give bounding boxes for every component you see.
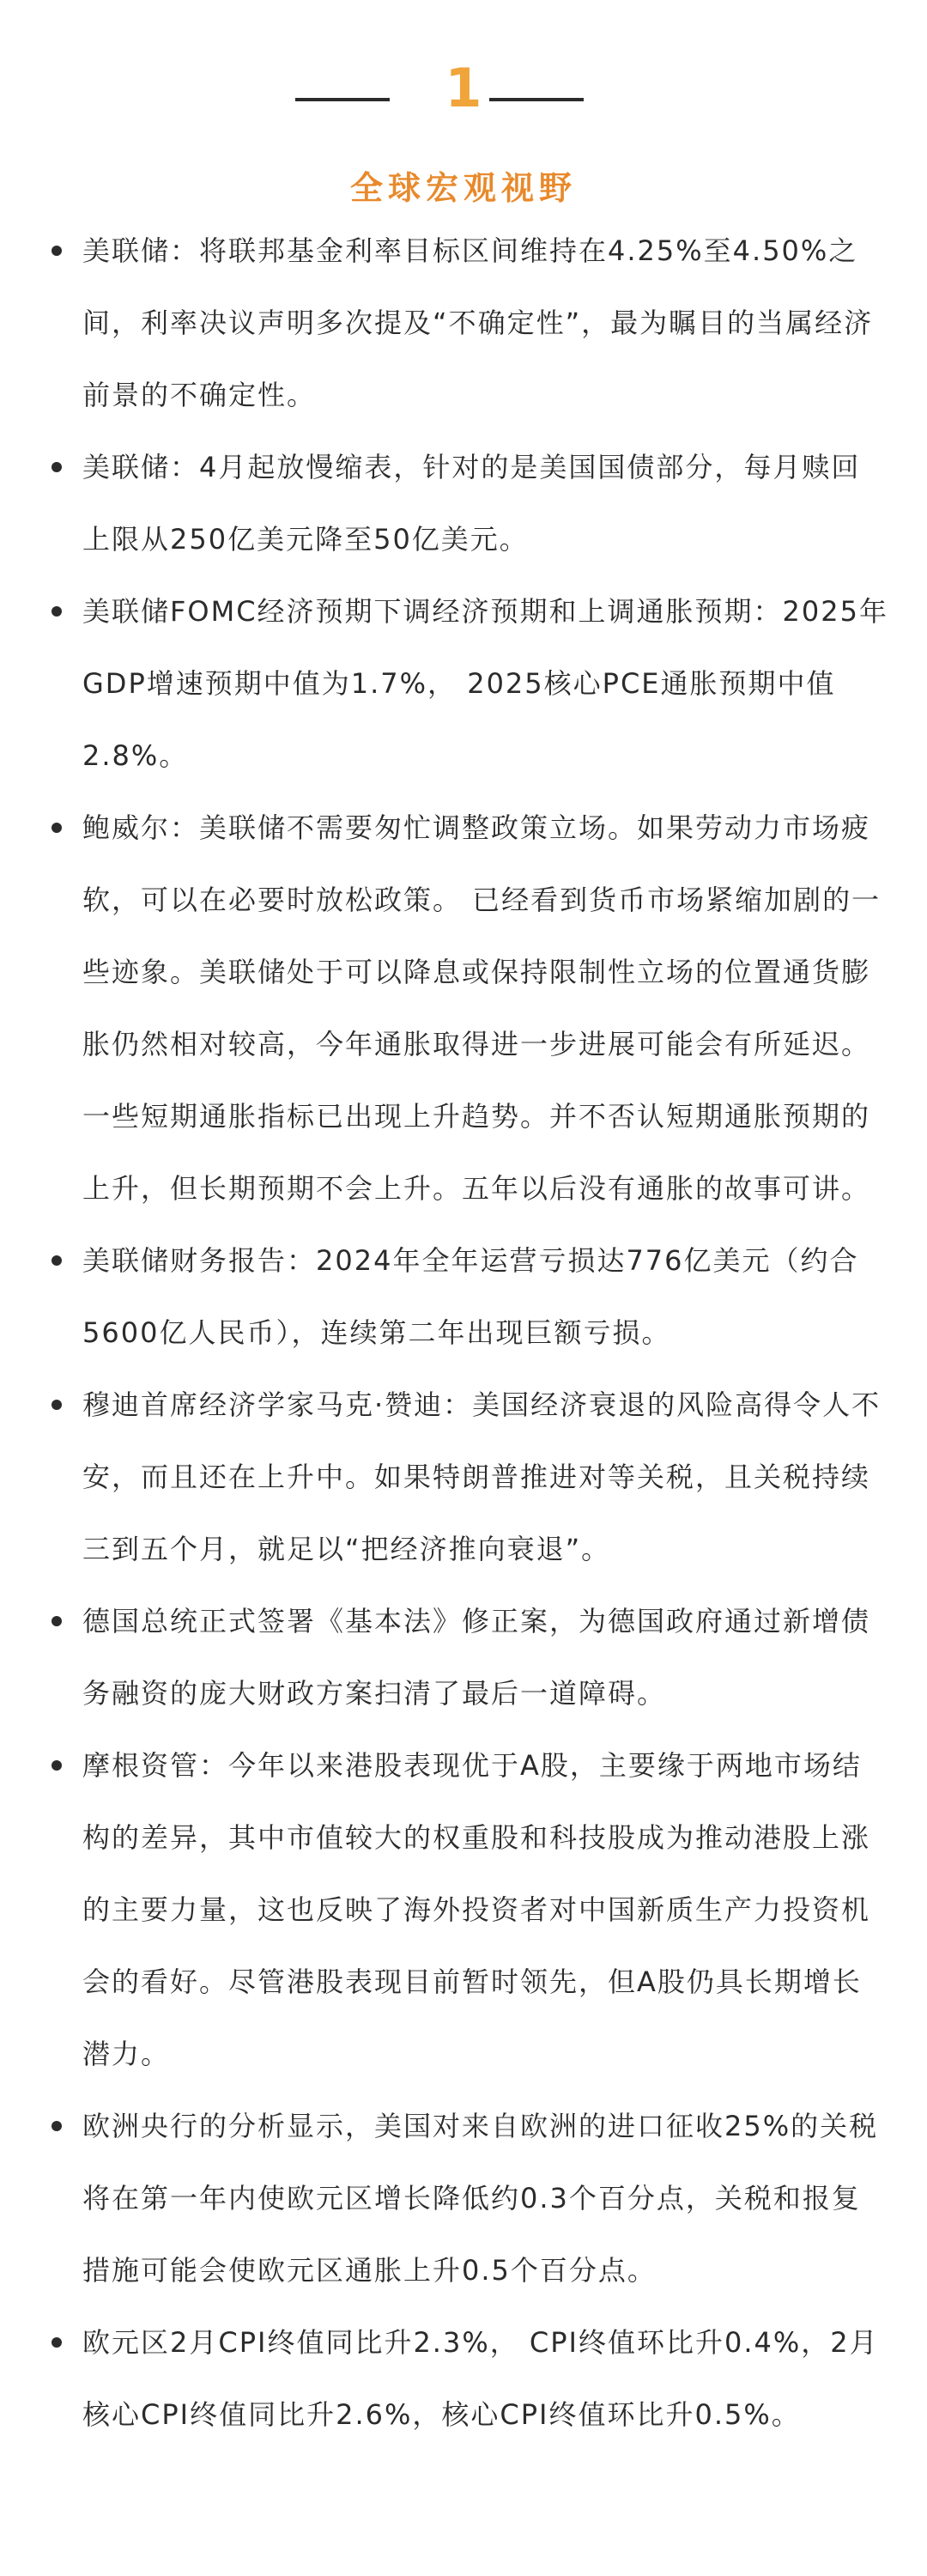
header-rule-right	[489, 98, 584, 101]
section-number: 1	[445, 57, 482, 119]
news-item-powell: 鲍威尔：美联储不需要匆忙调整政策立场。如果劳动力市场疲软，可以在必要时放松政策。 已经看到货币市场紧缩加剧的一些迹象。美联储处于可以降息或保持限制性立场的位置通货膨胀仍然相对较高，今年通胀取得进一步进展可能会有所延迟。一些短期通胀指标已出现上升趋势。并不否认短期通胀预期的上升，但长期预期不会上升。五年以后没有通胀的故事可讲。	[82, 792, 889, 1224]
news-list	[0, 215, 927, 2451]
news-item-jpmorgan-am: 摩根资管：今年以来港股表现优于A股，主要缘于两地市场结构的差异，其中市值较大的权重股和科技股成为推动港股上涨的主要力量，这也反映了海外投资者对中国新质生产力投资机会的看好。尽管港股表现目前暂时领先，但A股仍具长期增长潜力。	[82, 1729, 889, 2090]
section-header	[0, 0, 927, 215]
news-item-moodys-zandi: 穆迪首席经济学家马克·赞迪：美国经济衰退的风险高得令人不安，而且还在上升中。如果特朗普推进对等关税，且关税持续三到五个月，就足以“把经济推向衰退”。	[82, 1369, 889, 1585]
news-item-fed-financial-report: 美联储财务报告：2024年全年运营亏损达776亿美元（约合5600亿人民币），连续第二年出现巨额亏损。	[82, 1224, 889, 1369]
news-item-fed-rate: 美联储：将联邦基金利率目标区间维持在4.25%至4.50%之间，利率决议声明多次提及“不确定性”，最为瞩目的当属经济前景的不确定性。	[82, 215, 889, 431]
news-item-germany-basic-law: 德国总统正式签署《基本法》修正案，为德国政府通过新增债务融资的庞大财政方案扫清了最后一道障碍。	[82, 1585, 889, 1729]
section-title: 全球宏观视野	[349, 169, 577, 207]
news-item-ecb-tariff-analysis: 欧洲央行的分析显示，美国对来自欧洲的进口征收25%的关税将在第一年内使欧元区增长降低约0.3个百分点，关税和报复措施可能会使欧元区通胀上升0.5个百分点。	[82, 2090, 889, 2306]
news-item-fomc-projections: 美联储FOMC经济预期下调经济预期和上调通胀预期：2025年GDP增速预期中值为1.7%， 2025核心PCE通胀预期中值2.8%。	[82, 575, 889, 792]
news-item-eurozone-cpi: 欧元区2月CPI终值同比升2.3%， CPI终值环比升0.4%，2月核心CPI终值同比升2.6%，核心CPI终值环比升0.5%。	[82, 2306, 889, 2451]
news-item-fed-qt: 美联储：4月起放慢缩表，针对的是美国国债部分，每月赎回上限从250亿美元降至50亿美元。	[82, 431, 889, 575]
